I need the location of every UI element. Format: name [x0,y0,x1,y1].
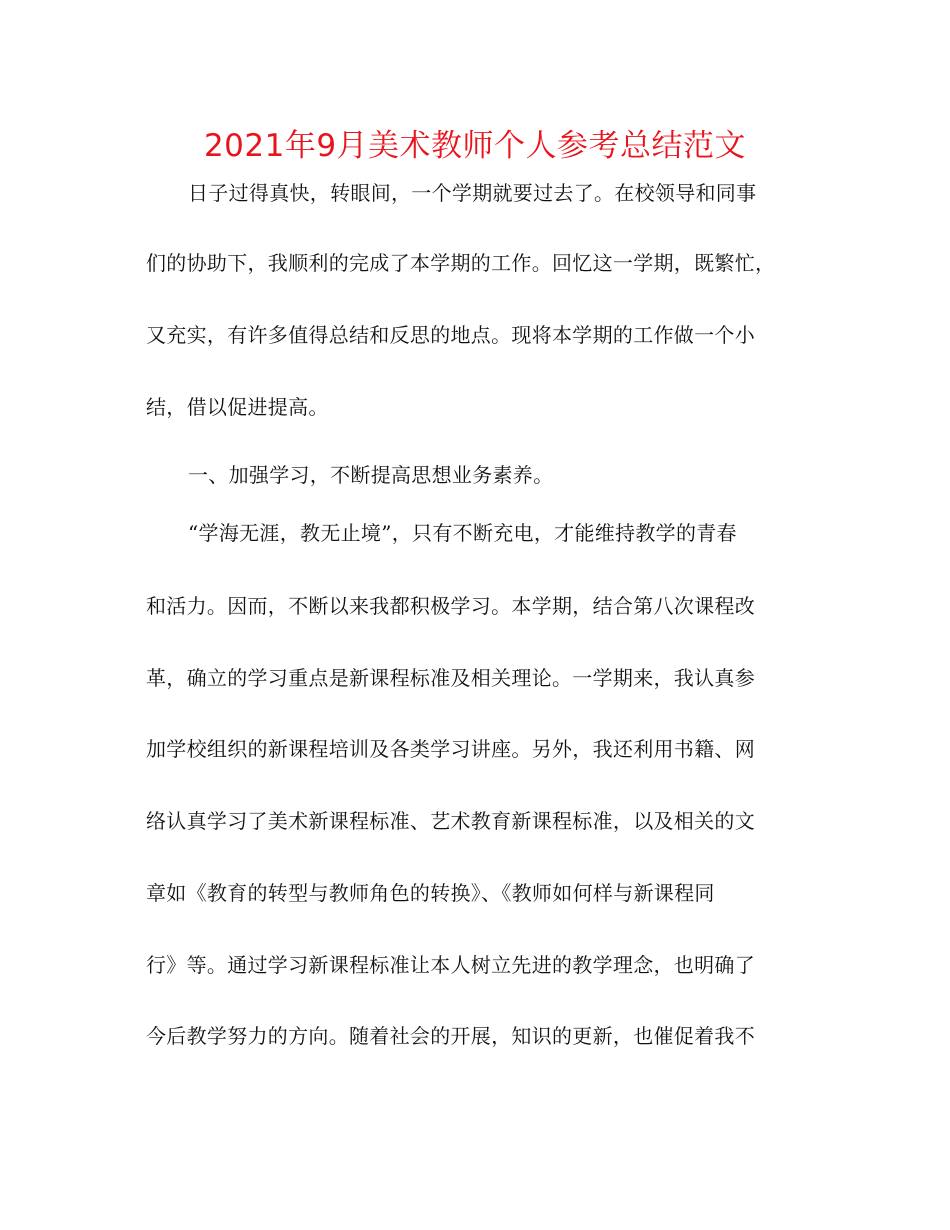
section-heading-1: 一、加强学习，不断提高思想业务素养。 [188,463,554,487]
paragraph-line-6: “学海无涯，教无止境”，只有不断充电，才能维持教学的青春 [188,521,737,545]
paragraph-line-1: 日子过得真快，转眼间，一个学期就要过去了。在校领导和同事 [188,181,757,205]
paragraph-line-12: 行》等。通过学习新课程标准让本人树立先进的教学理念，也明确了 [146,953,755,977]
paragraph-line-9: 加学校组织的新课程培训及各类学习讲座。另外，我还利用书籍、网 [146,737,755,761]
paragraph-line-13: 今后教学努力的方向。随着社会的开展，知识的更新，也催促着我不 [146,1024,755,1048]
paragraph-line-8: 革，确立的学习重点是新课程标准及相关理论。一学期来，我认真参 [146,666,755,690]
paragraph-line-2: 们的协助下，我顺利的完成了本学期的工作。回忆这一学期，既繁忙， [146,251,776,275]
document-title: 2021年9月美术教师个人参考总结范文 [203,128,747,164]
paragraph-line-10: 络认真学习了美术新课程标准、艺术教育新课程标准，以及相关的文 [146,809,755,833]
paragraph-line-7: 和活力。因而，不断以来我都积极学习。本学期，结合第八次课程改 [146,594,755,618]
paragraph-line-11: 章如《教育的转型与教师角色的转换》、《教师如何样与新课程同 [146,881,715,905]
paragraph-line-3: 又充实，有许多值得总结和反思的地点。现将本学期的工作做一个小 [146,323,755,347]
paragraph-line-4: 结，借以促进提高。 [146,395,329,419]
